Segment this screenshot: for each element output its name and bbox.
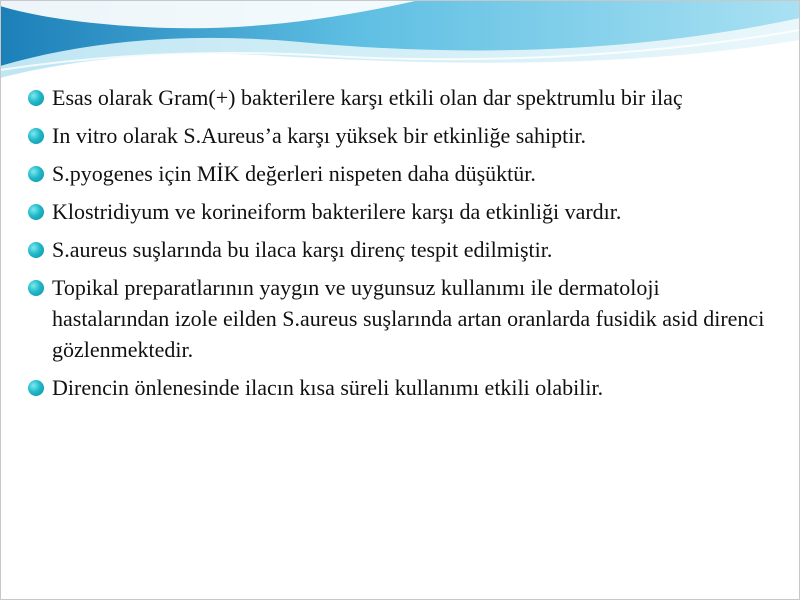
bullet-text: Klostridiyum ve korineiform bakterilere karşı da etkinliği vardır. — [52, 199, 622, 224]
bullet-text: Direncin önlenesinde ilacın kısa süreli kullanımı etkili olabilir. — [52, 375, 604, 400]
bullet-circle-icon — [28, 380, 44, 396]
bullet-item — [28, 372, 768, 403]
bullet-text: Topikal preparatlarının yaygın ve uygunsuz kullanımı ile dermatoloji hastalarından izole eilden S.aureus suşlarında artan oranlarda fusidik asid direnci gözlenmektedir. — [52, 275, 765, 362]
wave-header-decoration — [0, 0, 800, 90]
bullet-item — [28, 82, 768, 113]
bullet-circle-icon — [28, 204, 44, 220]
bullet-item — [28, 120, 768, 151]
bullet-item — [28, 234, 768, 265]
bullet-circle-icon — [28, 166, 44, 182]
bullet-text: S.pyogenes için MİK değerleri nispeten daha düşüktür. — [52, 161, 536, 186]
bullet-item — [28, 196, 768, 227]
bullet-text: S.aureus suşlarında bu ilaca karşı direnç tespit edilmiştir. — [52, 237, 553, 262]
bullet-item — [28, 158, 768, 189]
bullet-item — [28, 272, 768, 365]
bullet-circle-icon — [28, 242, 44, 258]
bullet-list — [28, 82, 768, 410]
bullet-text: In vitro olarak S.Aureus’a karşı yüksek bir etkinliğe sahiptir. — [52, 123, 586, 148]
bullet-circle-icon — [28, 128, 44, 144]
bullet-circle-icon — [28, 280, 44, 296]
bullet-circle-icon — [28, 90, 44, 106]
bullet-text: Esas olarak Gram(+) bakterilere karşı etkili olan dar spektrumlu bir ilaç — [52, 85, 683, 110]
